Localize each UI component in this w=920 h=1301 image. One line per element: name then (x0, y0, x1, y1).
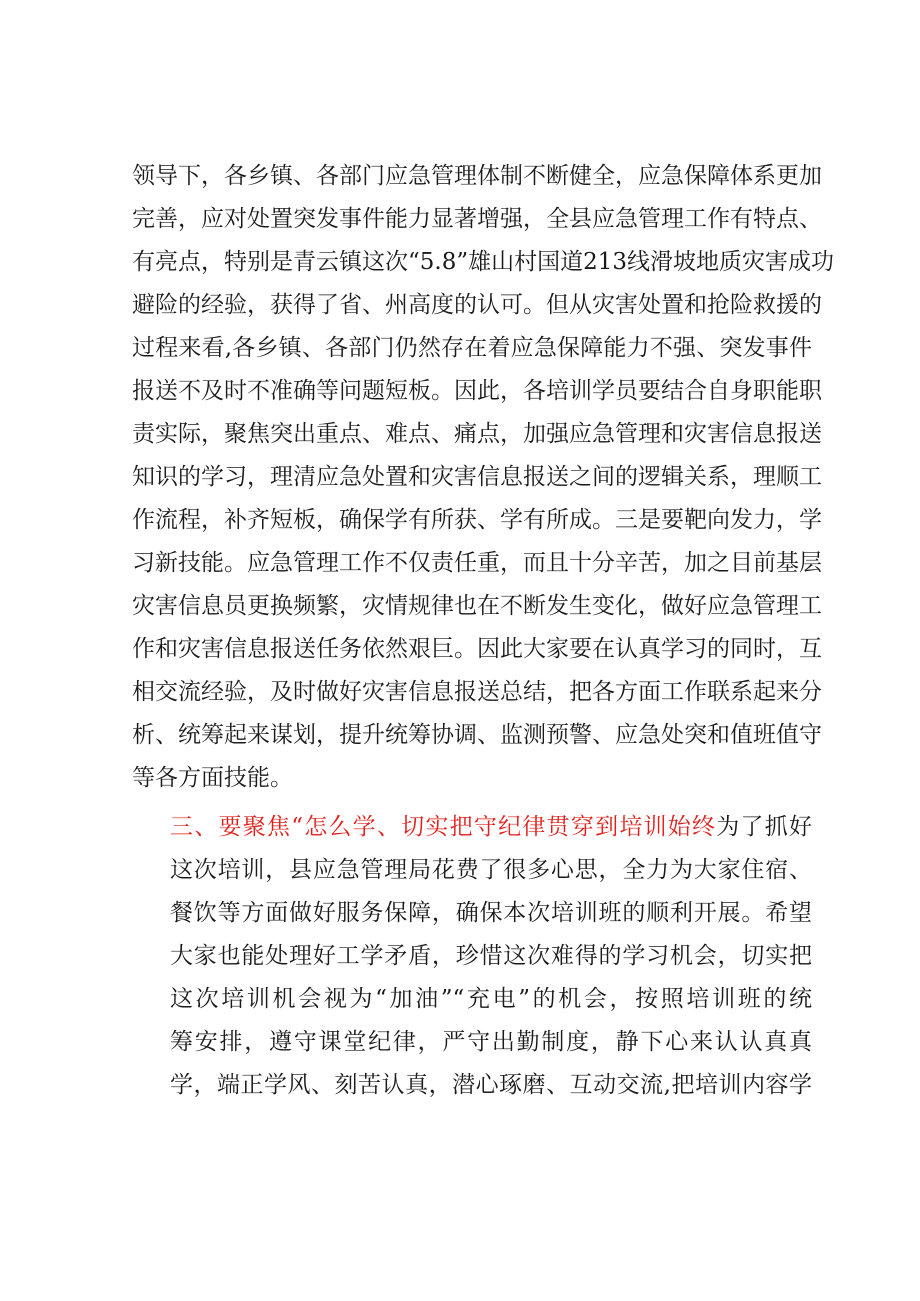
paragraph-line: 析、统筹起来谋划，提升统筹协调、监测预警、应急处突和值班值守 (132, 722, 822, 748)
paragraph-line: 这次培训，县应急管理局花费了很多心思，全力为大家住宿、 (170, 857, 812, 883)
paragraph-line: 这次培训机会视为“加油”“充电”的机会，按照培训班的统 (170, 986, 812, 1012)
section-heading: 三、要聚焦“怎么学、切实把守纪律贯穿到培训始终 (170, 814, 717, 840)
paragraph-line: 责实际，聚焦突出重点、难点、痛点，加强应急管理和灾害信息报送 (132, 421, 822, 447)
paragraph-line: 学，端正学风、刻苦认真，潜心琢磨、互动交流,把培训内容学 (170, 1072, 812, 1098)
paragraph-line: 相交流经验，及时做好灾害信息报送总结，把各方面工作联系起来分 (132, 679, 822, 705)
paragraph-line: 完善，应对处置突发事件能力显著增强，全县应急管理工作有特点、 (132, 206, 822, 232)
paragraph-line: 作和灾害信息报送任务依然艰巨。因此大家要在认真学习的同时，互 (132, 636, 822, 662)
paragraph-line: 习新技能。应急管理工作不仅责任重，而且十分辛苦，加之目前基层 (132, 550, 822, 576)
section-heading-line (170, 807, 812, 847)
paragraph-line: 过程来看,各乡镇、各部门仍然存在着应急保障能力不强、突发事件 (132, 335, 812, 361)
section-heading-tail: 为了抓好 (716, 814, 813, 840)
paragraph-line: 领导下，各乡镇、各部门应急管理体制不断健全，应急保障体系更加 (132, 163, 822, 189)
paragraph-line: 作流程，补齐短板，确保学有所获、学有所成。三是要靶向发力，学 (132, 507, 822, 533)
paragraph-line: 避险的经验，获得了省、州高度的认可。但从灾害处置和抢险救援的 (132, 292, 822, 318)
paragraph-line: 灾害信息员更换频繁，灾情规律也在不断发生变化，做好应急管理工 (132, 593, 822, 619)
paragraph-line: 餐饮等方面做好服务保障，确保本次培训班的顺利开展。希望 (170, 900, 812, 926)
paragraph-line: 大家也能处理好工学矛盾，珍惜这次难得的学习机会，切实把 (170, 943, 812, 969)
paragraph-line: 有亮点，特别是青云镇这次“5.8”雄山村国道213线滑坡地质灾害成功 (132, 249, 834, 275)
paragraph-line: 筹安排，遵守课堂纪律，严守出勤制度，静下心来认认真真 (170, 1029, 812, 1055)
paragraph-line: 知识的学习，理清应急处置和灾害信息报送之间的逻辑关系，理顺工 (132, 464, 822, 490)
paragraph-line: 等各方面技能。 (132, 765, 293, 791)
paragraph-line: 报送不及时不准确等问题短板。因此，各培训学员要结合自身职能职 (132, 378, 822, 404)
